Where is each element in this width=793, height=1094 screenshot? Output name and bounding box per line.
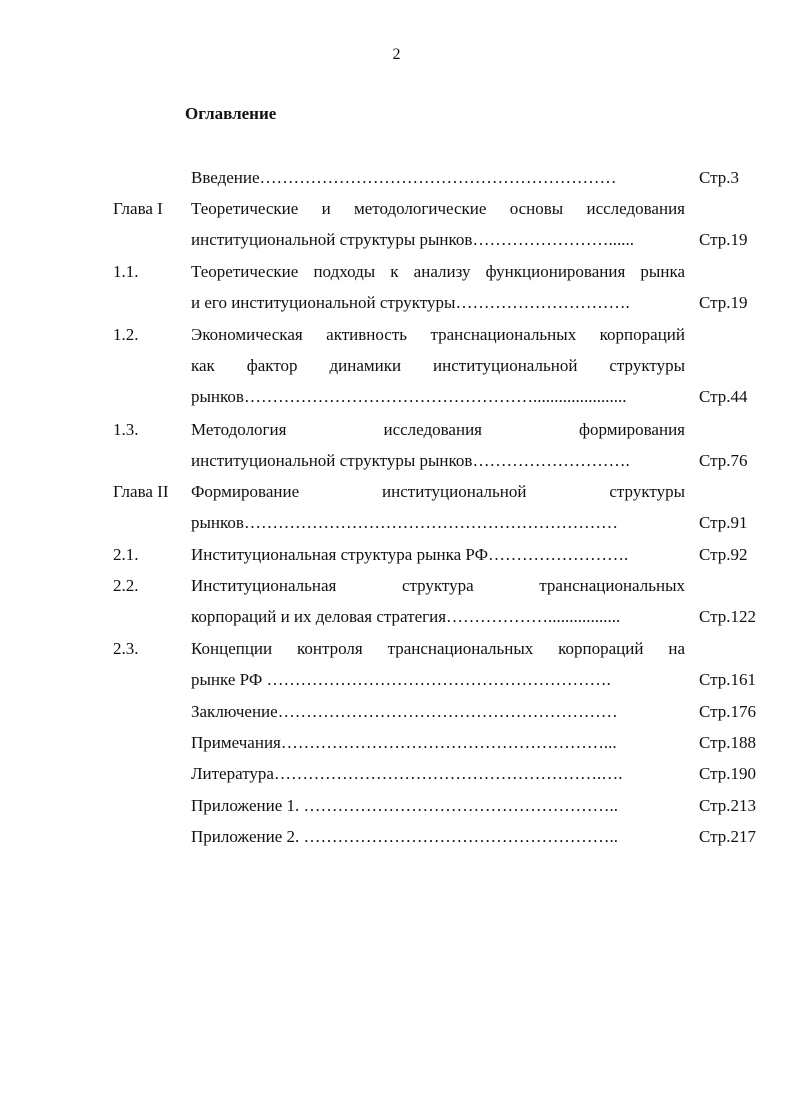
toc-entry-section-2-2-line-1: Институциональная структура транснациональных bbox=[191, 576, 685, 595]
toc-entry-section-1-3-line-2: институциональной структуры рынков………………………. bbox=[191, 451, 630, 470]
toc-page-literature: Стр.190 bbox=[699, 764, 757, 783]
toc-page-appendix-2: Стр.217 bbox=[699, 827, 757, 846]
toc-page-conclusion: Стр.176 bbox=[699, 702, 757, 721]
toc-entry-introduction: Введение……………………………………………………… bbox=[191, 168, 617, 187]
toc-page-section-2-2: Стр.122 bbox=[699, 607, 757, 626]
toc-page-introduction: Стр.3 bbox=[699, 168, 740, 187]
toc-page-chapter-2: Стр.91 bbox=[699, 513, 748, 532]
toc-entry-notes: Примечания…………………………………………………... bbox=[191, 733, 617, 752]
toc-entry-literature: Литература………………………………………………….…. bbox=[191, 764, 623, 783]
page-number: 2 bbox=[392, 46, 401, 63]
toc-label-section-1-1: 1.1. bbox=[113, 262, 139, 281]
toc-entry-section-2-2-line-2: корпораций и их деловая стратегия………………................. bbox=[191, 607, 621, 626]
toc-page-section-1-3: Стр.76 bbox=[699, 451, 748, 470]
toc-title: Оглавление bbox=[185, 104, 277, 123]
toc-label-section-2-2: 2.2. bbox=[113, 576, 139, 595]
toc-page-section-1-1: Стр.19 bbox=[699, 293, 748, 312]
toc-entry-section-1-1-line-1: Теоретические подходы к анализу функционирования рынка bbox=[191, 262, 685, 281]
toc-entry-chapter-2-line-1: Формирование институциональной структуры bbox=[191, 482, 685, 501]
toc-entry-conclusion: Заключение…………………………………………………… bbox=[191, 702, 618, 721]
toc-page-section-2-1: Стр.92 bbox=[699, 545, 748, 564]
toc-entry-chapter-2-line-2: рынков………………………………………………………… bbox=[191, 513, 618, 532]
toc-page-chapter-1: Стр.19 bbox=[699, 230, 748, 249]
toc-entry-section-1-2-line-3: рынков……………………………………………...................... bbox=[191, 387, 627, 406]
toc-page-section-2-3: Стр.161 bbox=[699, 670, 757, 689]
toc-label-chapter-2: Глава II bbox=[113, 482, 169, 501]
toc-entry-section-2-1: Институциональная структура рынка РФ……………………. bbox=[191, 545, 629, 564]
toc-label-section-1-3: 1.3. bbox=[113, 420, 139, 439]
toc-entry-section-1-2-line-1: Экономическая активность транснациональных корпораций bbox=[191, 325, 685, 344]
toc-page-notes: Стр.188 bbox=[699, 733, 757, 752]
toc-label-chapter-1: Глава I bbox=[113, 199, 163, 218]
toc-entry-section-2-3-line-1: Концепции контроля транснациональных корпораций на bbox=[191, 639, 685, 658]
toc-entry-section-2-3-line-2: рынке РФ ……………………………………………………. bbox=[191, 670, 611, 689]
toc-entry-appendix-2: Приложение 2. ……………………………………………….. bbox=[191, 827, 618, 846]
toc-entry-chapter-1-line-2: институциональной структуры рынков……………………...... bbox=[191, 230, 634, 249]
toc-label-section-1-2: 1.2. bbox=[113, 325, 139, 344]
toc-page-section-1-2: Стр.44 bbox=[699, 387, 748, 406]
toc-label-section-2-1: 2.1. bbox=[113, 545, 139, 564]
toc-entry-section-1-3-line-1: Методология исследования формирования bbox=[191, 420, 685, 439]
toc-label-section-2-3: 2.3. bbox=[113, 639, 139, 658]
toc-entry-appendix-1: Приложение 1. ……………………………………………….. bbox=[191, 796, 618, 815]
toc-entry-section-1-2-line-2: как фактор динамики институциональной структуры bbox=[191, 356, 685, 375]
toc-entry-chapter-1-line-1: Теоретические и методологические основы исследования bbox=[191, 199, 685, 218]
toc-page-appendix-1: Стр.213 bbox=[699, 796, 757, 815]
toc-entry-section-1-1-line-2: и его институциональной структуры…………………………. bbox=[191, 293, 630, 312]
